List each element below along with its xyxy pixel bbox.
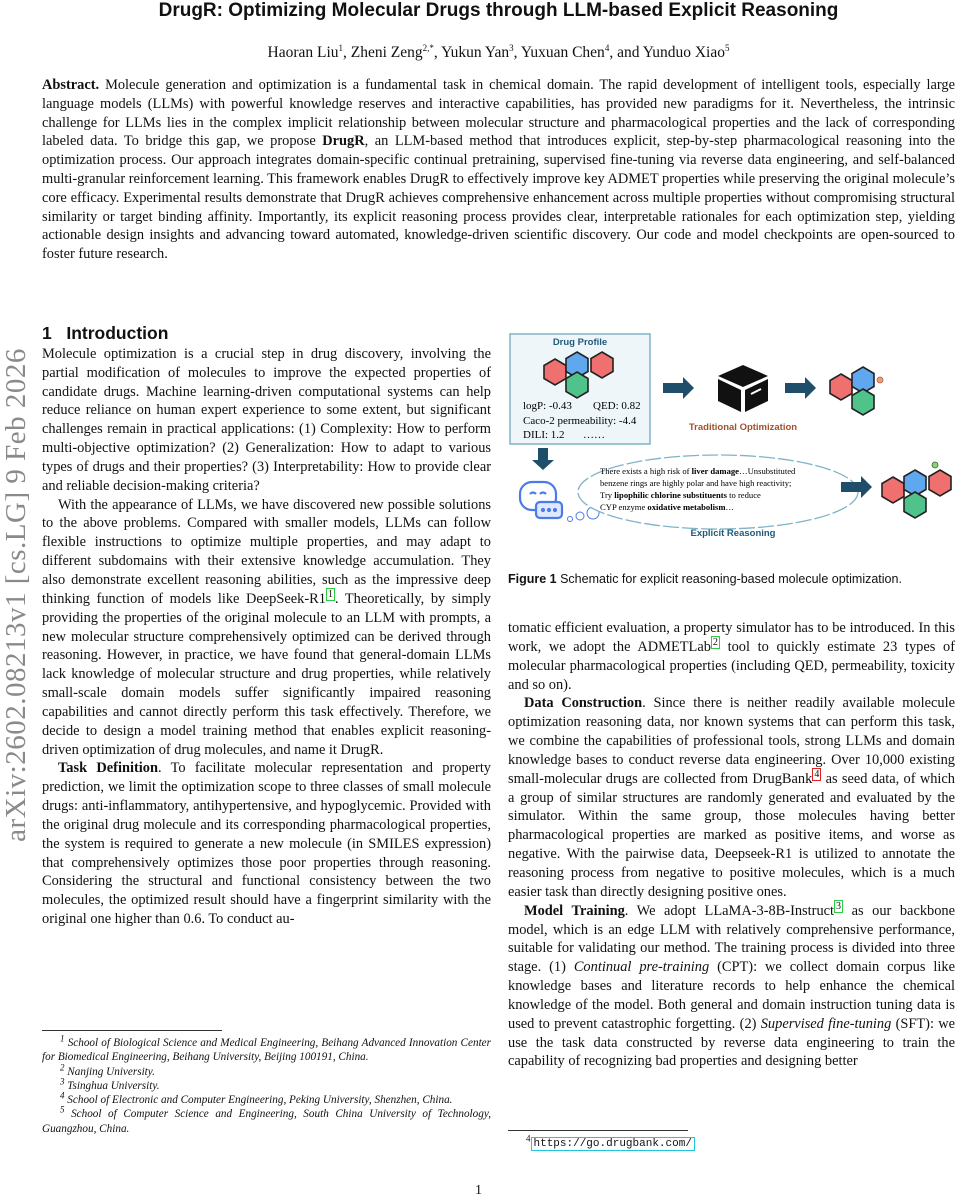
author: Yukun Yan	[441, 44, 510, 61]
paragraph	[508, 902, 955, 1072]
reasoning-text: There exists a high risk of liver damage…Unsubstituted benzene rings are highly polar and have high reactivity; Try lipophilic chlorine substituents to reduce CYP enzyme oxidative metabolism…	[600, 466, 796, 512]
footnote-mark: 4	[60, 1090, 65, 1101]
arrow-icon	[663, 377, 694, 399]
author: Zheni Zeng	[350, 44, 423, 61]
footnote-text: Nanjing University.	[67, 1065, 155, 1078]
page-number: 1	[475, 1183, 482, 1198]
affiliation-mark: 2,*	[422, 42, 434, 53]
method-name: DrugR	[322, 133, 365, 150]
drugbank-url-link[interactable]: https://go.drugbank.com/	[531, 1137, 695, 1151]
separator: ,	[343, 44, 351, 61]
figure-caption	[508, 572, 957, 586]
abstract-text: , an LLM-based method that introduces explicit, step-by-step pharmacological reasoning into the optimization process. Our approach integrates domain-specific continual pretraining, supervised fine-tuning via reverse data engineering, and self-balanced multi-granular reinforcement learning. This framework enables DrugR to effectively improve key ADMET properties while preserving the original molecule’s core efficacy. Experimental results demonstrate that DrugR achieves comprehensive enhancement across multiple properties without compromising structural similarity or target binding affinity. Importantly, its explicit reasoning process provides clear, interpretable rationales for each optimization step, yielding actionable design insights and advancing toward automated, knowledge-driven scientific discovery. Our code and model checkpoints are open-sourced to foster future research.	[42, 133, 956, 263]
footnote	[42, 1104, 491, 1136]
affiliation-mark: 3	[509, 42, 514, 53]
text: tomatic efficient evaluation, a property simulator has to be introduced. In this work, we adopt the ADMETLab	[508, 620, 955, 655]
left-column	[42, 324, 491, 929]
text: . To facilitate molecular representation and property prediction, we limit the optimization scope to three classes of small molecule drugs: anti-inflammatory, antihypertensive, and hypoglycemic. Provided with the original drug molecule and its corresponding pharmacological properties, the system is required to generate a new molecule (in SMILES expression) that comprehensively optimizes those poor properties through reasoning. Considering the structural and functional consistency between the two molecules, the optimized result should have a fingerprint similarity with the original one higher than 0.6. To conduct au-	[42, 760, 492, 928]
paragraph: Molecule optimization is a crucial step in drug discovery, involving the partial modification of molecules to improve the expected properties of candidate drugs. Machine learning-driven computational systems can help reduce reliance on human expert experience to some extent, but significant challenges remain in practical applications: (1) Complexity: How to perform multi-objective optimization? (2) Generalization: How to adapt to various types of drugs and their properties? (3) Interpretability: How to provide clear and reliable decision-making criteria?	[42, 345, 491, 494]
footnote-mark: 3	[60, 1076, 65, 1087]
footnote	[42, 1061, 491, 1079]
author: Yuxuan Chen	[520, 44, 605, 61]
footnote-rule	[508, 1130, 688, 1131]
separator: , and	[609, 44, 643, 61]
footnote-mark: 4	[526, 1133, 531, 1144]
traditional-optimization-label: Traditional Optimization	[688, 422, 798, 433]
qed-value: QED: 0.82	[593, 400, 641, 412]
abstract	[42, 76, 955, 264]
right-footnote	[508, 1133, 955, 1151]
footnote-mark: 5	[60, 1104, 65, 1115]
separator: ,	[433, 44, 442, 61]
footnote	[508, 1133, 955, 1151]
section-heading	[42, 324, 491, 343]
footnote-text: School of Electronic and Computer Engineering, Peking University, Shenzhen, China.	[67, 1094, 453, 1107]
text: (SFT): we use the task data constructed by reverse data engineering to train the capability of recognizing bad properties and designing better	[508, 1015, 955, 1070]
affiliation-mark: 4	[604, 42, 610, 53]
arrow-icon	[785, 377, 816, 399]
text: With the appearance of LLMs, we have discovered new possible solutions to the above problems. Compared with smaller models, LLMs can follow flexible instructions to optimize multiple properties, and may adapt to different subdomains with their extensive knowledge accumulation. They also demonstrate excellent reasoning abilities, such as the impressive deep thinking function of models like DeepSeek-R1	[42, 496, 491, 607]
footnote-mark: 1	[60, 1033, 65, 1044]
paragraph	[42, 759, 491, 929]
explicit-reasoning-label: Explicit Reasoning	[690, 528, 776, 539]
text: as our backbone model, which is an edge LLM with relatively comprehensive performance, suitable for validating our method. The training process is divided into three stage. (1)	[508, 902, 956, 976]
paragraph-lead: Data Construction	[524, 695, 643, 712]
arxiv-identifier: arXiv:2602.08213v1 [cs.LG] 9 Feb 2026	[0, 348, 32, 842]
footnote-link[interactable]: 4	[814, 768, 820, 780]
affiliation-mark: 1	[338, 42, 344, 53]
section-title: Introduction	[66, 323, 169, 343]
ellipsis: ……	[583, 429, 605, 441]
author: Yunduo Xiao	[642, 44, 725, 61]
citation-link[interactable]: 3	[836, 900, 842, 912]
paragraph	[508, 619, 955, 694]
text: . Theoretically, by simply providing the properties of the original molecule to an LLM with prompts, a new molecular structure comprehensively optimized can be derived through reasoning. However, in practice, we have found that general-domain LLMs lack knowledge of molecular structure and drug properties, while relatively small-scale domain models suffer significantly impaired reasoning capabilities and cannot directly perform this task effectively. Therefore, we decide to design a model training method that enables explicit reasoning-driven optimization of drug molecules, and name it DrugR.	[42, 590, 491, 758]
affiliation-mark: 5	[724, 42, 730, 53]
down-arrow-icon	[532, 448, 554, 470]
footnote	[42, 1033, 492, 1065]
reasoned-molecule-icon	[882, 462, 951, 518]
footnote-text: Tsinghua University.	[67, 1079, 160, 1092]
figure-1	[508, 332, 957, 592]
footnote-rule	[42, 1030, 222, 1031]
text: (CPT): we collect domain corpus like knowledge bases and literature records to help enhance the chemical knowledge of the model. Both general and domain instruction tuning data is used to prevent catastrophic forgetting. (2)	[508, 959, 955, 1032]
caption-text: Schematic for explicit reasoning-based molecule optimization.	[556, 572, 902, 586]
abstract-label: Abstract.	[42, 77, 100, 93]
section-number: 1	[42, 323, 52, 343]
emphasis: Supervised fine-tuning	[760, 1015, 892, 1032]
text: . Since there is neither readily available molecule optimization reasoning data, nor known systems that can perform this task, we combine the capabilities of professional tools, strong LLMs and domain knowledge bases to conduct reverse data engineering. Over 10,000 existing small-molecular drugs are collected from DrugBank	[508, 695, 955, 787]
footnotes	[42, 1033, 492, 1136]
caco2-value: Caco-2 permeability: -4.4	[523, 415, 637, 427]
footnote-text: School of Computer Science and Engineering, South China University of Technology, Guangzhou, China.	[42, 1108, 491, 1135]
paragraph	[508, 694, 955, 901]
citation-link[interactable]: 1	[327, 589, 333, 601]
text: . We adopt LLaMA-3-8B-Instruct	[624, 902, 835, 919]
footnote	[42, 1076, 491, 1093]
author: Haoran Liu	[267, 44, 339, 61]
dili-value: DILI: 1.2	[523, 429, 565, 441]
text: tool to quickly estimate 23 types of molecular pharmacological properties (including QED, permeability, toxicity and so on).	[508, 638, 955, 693]
black-box-icon	[718, 365, 768, 412]
footnote-text: School of Biological Science and Medical Engineering, Beihang Advanced Innovation Center for Biomedical Engineering, Beihang University, Beijing 100191, China.	[42, 1037, 492, 1064]
author-list	[40, 44, 957, 62]
emphasis: Continual pre-training	[573, 959, 710, 976]
schematic-figure	[508, 332, 957, 547]
paragraph	[42, 496, 491, 760]
text: as seed data, of which a group of similar structures are randomly generated and evaluated by the simulator. Within the same group, those molecules having better pharmacological properties are marked as positive items, and worse as negative. With the pairwise data, Deepseek-R1 is utilized to annotate the reasoning process from negative to positive molecules, which is a much easier task than directly designing positive ones.	[508, 770, 955, 900]
paragraph-lead: Task Definition	[58, 760, 158, 777]
drug-profile-title: Drug Profile	[552, 337, 608, 348]
footnote-mark: 2	[60, 1061, 65, 1072]
caption-label: Figure 1	[508, 572, 557, 586]
right-column	[508, 619, 955, 1071]
separator: ,	[513, 44, 521, 61]
paragraph-lead: Model Training	[524, 902, 625, 919]
citation-link[interactable]: 2	[712, 637, 718, 649]
paper-title: DrugR: Optimizing Molecular Drugs through LLM-based Explicit Reasoning	[158, 0, 839, 21]
footnote	[42, 1090, 491, 1107]
abstract-text: Molecule generation and optimization is a fundamental task in chemical domain. The rapid development of intelligent tools, especially large language models (LLMs) with powerful knowledge reserves and interactive capabilities, has provided new paradigms for it. Nevertheless, the intrinsic challenge for LLMs lies in the complex implicit relationship between molecular structure and pharmacological properties and the lack of corresponding labeled data. To bridge this gap, we propose	[42, 77, 955, 150]
logp-value: logP: -0.43	[523, 400, 572, 412]
optimized-molecule-icon	[830, 367, 883, 415]
